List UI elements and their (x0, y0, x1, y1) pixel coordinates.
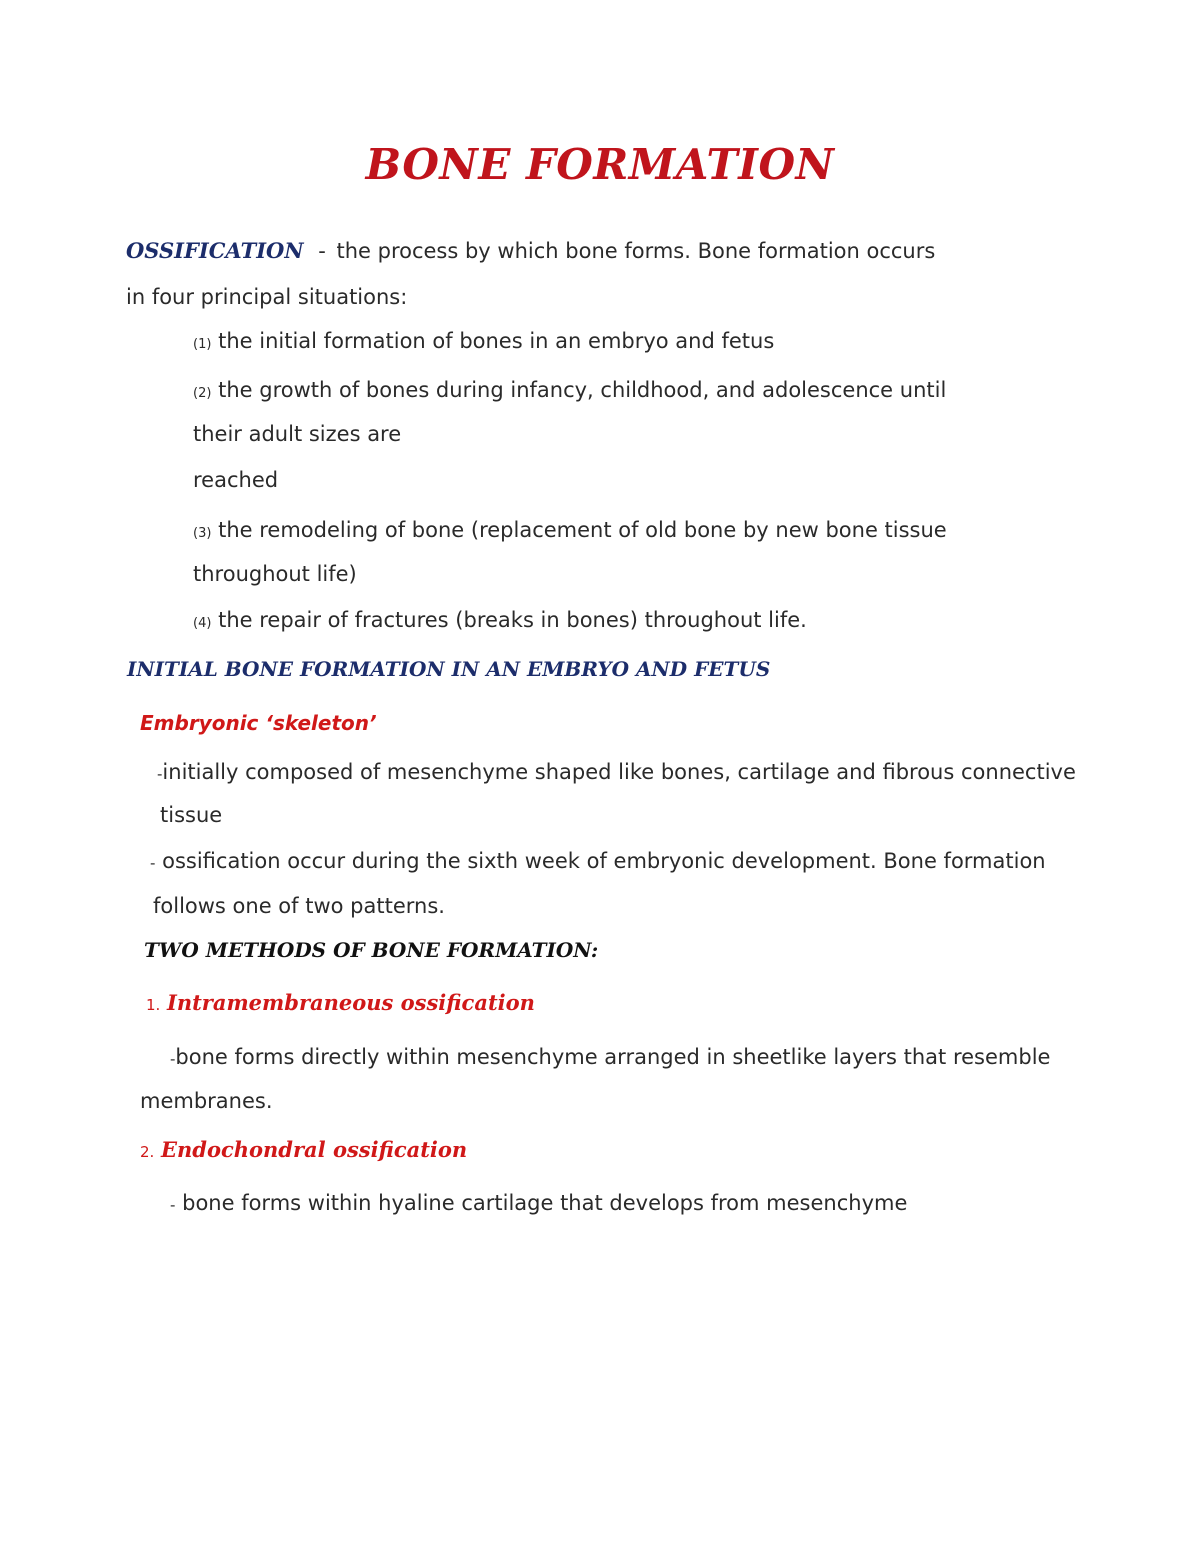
method-description-text: bone forms within hyaline cartilage that develops from mesenchyme (182, 1191, 908, 1215)
bullet-dash: - (150, 854, 156, 872)
situation-number: (4) (193, 616, 212, 631)
situation-text: the remodeling of bone (replacement of old bone by new bone tissue (218, 518, 947, 542)
bullet-item (157, 760, 1076, 784)
bullet-dash: - (170, 1050, 176, 1068)
situation-number: (1) (193, 337, 212, 352)
bullet-text: initially composed of mesenchyme shaped like bones, cartilage and fibrous connective (162, 760, 1076, 784)
situation-text: the repair of fractures (breaks in bones) throughout life. (218, 608, 807, 632)
bullet-item (150, 849, 1046, 873)
bullet-text: ossification occur during the sixth week of embryonic development. Bone formation (162, 849, 1046, 873)
method-number: 2. (140, 1143, 155, 1161)
situation-text: the growth of bones during infancy, childhood, and adolescence until (218, 378, 947, 402)
bullet-text-cont: follows one of two patterns. (153, 894, 445, 918)
situation-number: (2) (193, 386, 212, 401)
situation-item (193, 378, 946, 402)
bullet-dash: - (170, 1196, 176, 1214)
method-description-text: bone forms directly within mesenchyme arranged in sheetlike layers that resemble (175, 1045, 1051, 1069)
situation-text-cont: reached (193, 468, 279, 492)
embryonic-skeleton-label: Embryonic ‘skeleton’ (140, 711, 377, 735)
method-number: 1. (146, 996, 161, 1014)
page-title: BONE FORMATION (365, 140, 835, 189)
method-item (140, 1137, 467, 1162)
situation-item (193, 608, 807, 632)
ossification-separator: - (318, 239, 326, 263)
method-description (170, 1045, 1050, 1069)
situation-text: the initial formation of bones in an embryo and fetus (218, 329, 775, 353)
bullet-text-cont: tissue (160, 803, 223, 827)
section-heading: INITIAL BONE FORMATION IN AN EMBRYO AND FETUS (127, 657, 771, 681)
methods-heading: TWO METHODS OF BONE FORMATION: (144, 938, 599, 962)
method-name: Intramembraneous ossification (167, 990, 535, 1015)
ossification-text-cont: in four principal situations: (126, 285, 408, 309)
method-description-cont: membranes. (140, 1089, 273, 1113)
situation-item (193, 518, 947, 542)
situation-text-cont: throughout life) (193, 562, 357, 586)
situation-text-cont: their adult sizes are (193, 422, 402, 446)
method-name: Endochondral ossification (161, 1137, 468, 1162)
method-description (170, 1191, 907, 1215)
situation-number: (3) (193, 526, 212, 541)
bullet-dash: - (157, 765, 163, 783)
ossification-definition (126, 238, 935, 263)
ossification-term: OSSIFICATION (126, 238, 304, 263)
method-item (146, 990, 535, 1015)
ossification-text: the process by which bone forms. Bone formation occurs (336, 239, 936, 263)
situation-item (193, 329, 774, 353)
